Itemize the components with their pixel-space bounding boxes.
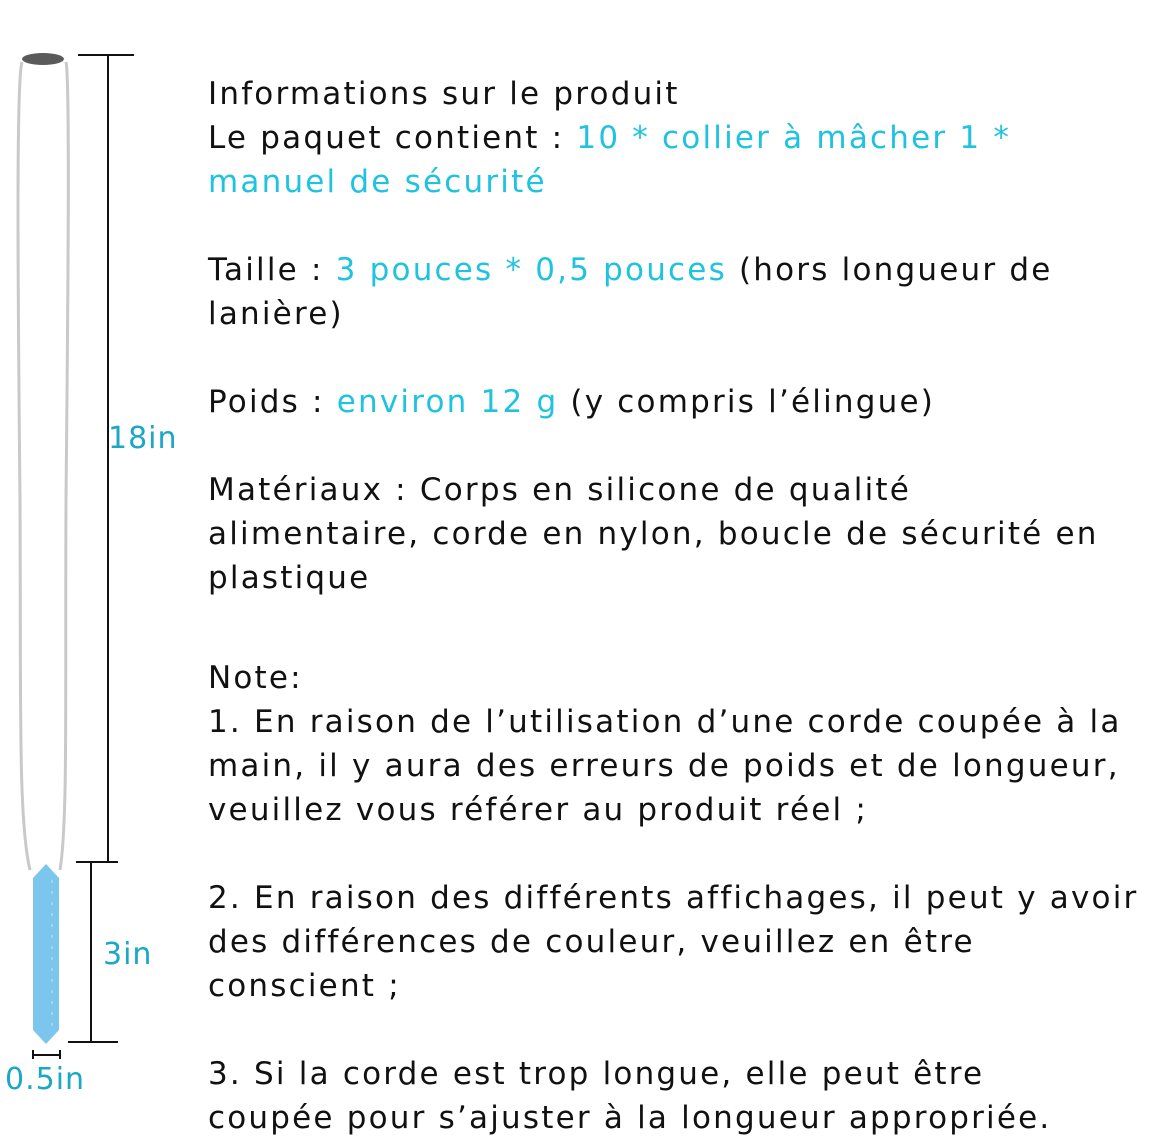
- weight-value: environ 12 g: [336, 384, 559, 420]
- note-heading: Note:: [208, 660, 303, 696]
- dim-05-line: [32, 1054, 60, 1056]
- dim-label-05in: 0.5in: [5, 1062, 86, 1097]
- size-note: (hors longueur de: [726, 252, 1053, 288]
- cord-icon: [18, 62, 68, 870]
- weight-note: (y compris l’élingue): [558, 384, 936, 420]
- note-3-line-1: 3. Si la corde est trop longue, elle peut être: [208, 1056, 985, 1092]
- materials-line-2: alimentaire, corde en nylon, boucle de sécurité en: [208, 516, 1099, 552]
- note-1-line-2: main, il y aura des erreurs de poids et de longueur,: [208, 748, 1120, 784]
- size-line: [208, 250, 1052, 290]
- materials-line-3: plastique: [208, 560, 371, 596]
- dim-05-tick-left: [32, 1050, 34, 1059]
- weight-label: Poids :: [208, 384, 337, 420]
- pendant-icon: [33, 864, 59, 1044]
- note-2-line-1: 2. En raison des différents affichages, il peut y avoir: [208, 880, 1139, 916]
- size-value: 3 pouces * 0,5 pouces: [335, 252, 727, 288]
- materials-line-1: Matériaux : Corps en silicone de qualité: [208, 472, 912, 508]
- dim-05-tick-right: [59, 1050, 61, 1059]
- dim-label-3in: 3in: [103, 937, 153, 972]
- dim-3-bottom-tick: [68, 1041, 118, 1043]
- dim-18-line: [107, 54, 109, 862]
- dim-18-bottom-tick: [76, 861, 118, 863]
- clasp-icon: [22, 53, 64, 65]
- note-2-line-2: des différences de couleur, veuillez en être: [208, 924, 975, 960]
- dim-label-18in: 18in: [108, 421, 178, 456]
- note-1-line-1: 1. En raison de l’utilisation d’une corde coupée à la: [208, 704, 1122, 740]
- note-3-line-2: coupée pour s’ajuster à la longueur appropriée.: [208, 1100, 1052, 1136]
- note-2-line-3: conscient ;: [208, 968, 401, 1004]
- package-line: [208, 118, 1011, 158]
- package-label: Le paquet contient :: [208, 120, 577, 156]
- info-title: Informations sur le produit: [208, 76, 680, 112]
- size-note-cont: lanière): [208, 296, 344, 332]
- dim-3-line: [90, 863, 92, 1042]
- necklace-illustration: [0, 0, 200, 1139]
- weight-line: [208, 382, 935, 422]
- package-value-cont: manuel de sécurité: [208, 164, 547, 200]
- note-1-line-3: veuillez vous référer au produit réel ;: [208, 792, 868, 828]
- dim-18-top-tick: [78, 54, 134, 56]
- size-label: Taille :: [208, 252, 336, 288]
- package-value: 10 * collier à mâcher 1 *: [576, 120, 1012, 156]
